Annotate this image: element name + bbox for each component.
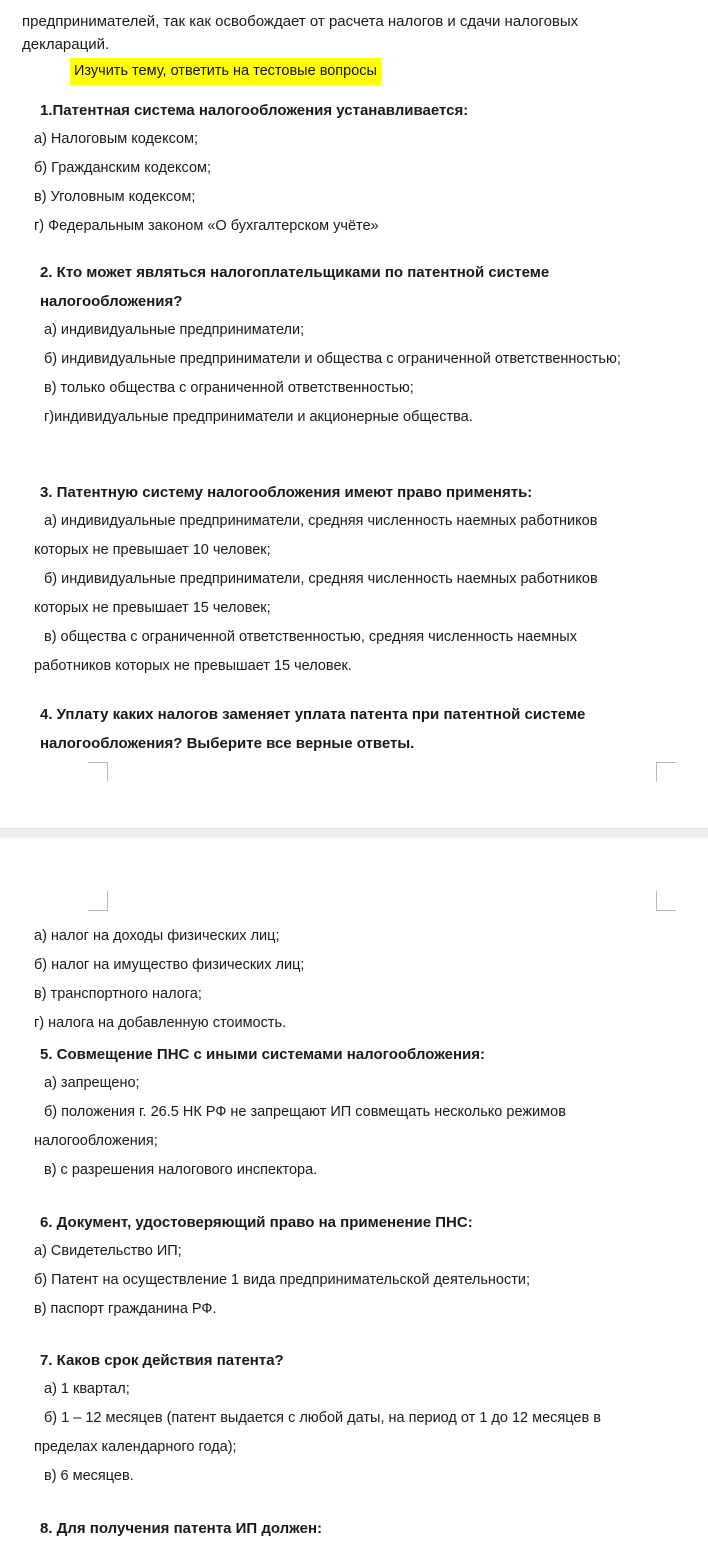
question-2-prompt: 2. Кто может являться налогоплательщиками по патентной системе налогообложения?	[40, 264, 550, 310]
question-7-prompt: 7. Каков срок действия патента?	[40, 1352, 284, 1369]
question-6-answer-a: а) Свидетельство ИП;	[34, 1243, 182, 1259]
question-3-answer-b: б) индивидуальные предприниматели, средняя численность наемных работников которых не превышает 15 человек;	[34, 571, 598, 616]
question-2-answer-c: в) только общества с ограниченной ответственностью;	[44, 380, 414, 396]
page-separator	[0, 828, 708, 838]
question-6-prompt: 6. Документ, удостоверяющий право на применение ПНС:	[40, 1214, 473, 1231]
question-1-answer-b: б) Гражданским кодексом;	[34, 160, 212, 176]
question-1-prompt: 1.Патентная система налогообложения устанавливается:	[40, 102, 469, 119]
question-1-answer-c: в) Уголовным кодексом;	[34, 189, 196, 205]
question-3-answer-c: в) общества с ограниченной ответственностью, средняя численность наемных работников которых не превышает 15 человек.	[34, 629, 577, 674]
question-5	[22, 1040, 682, 1185]
question-7	[22, 1346, 682, 1491]
question-5-answer-c: в) с разрешения налогового инспектора.	[44, 1162, 318, 1178]
question-2-answer-b: б) индивидуальные предприниматели и общества с ограниченной ответственностью;	[44, 351, 621, 367]
crop-mark-bottom-right	[656, 762, 676, 782]
question-3-prompt: 3. Патентную систему налогообложения имеют право применять:	[40, 484, 533, 501]
question-4-answer-c: в) транспортного налога;	[34, 986, 202, 1002]
question-6-answer-c: в) паспорт гражданина РФ.	[34, 1301, 217, 1317]
question-6-answer-b: б) Патент на осуществление 1 вида предпринимательской деятельности;	[34, 1272, 531, 1288]
question-4-answer-d: г) налога на добавленную стоимость.	[34, 1015, 287, 1031]
question-6	[22, 1208, 682, 1324]
question-4-answer-a: а) налог на доходы физических лиц;	[34, 928, 280, 944]
question-1-answer-d: г) Федеральным законом «О бухгалтерском учёте»	[34, 218, 379, 234]
question-5-prompt: 5. Совмещение ПНС с иными системами налогообложения:	[40, 1046, 486, 1063]
question-4-answer-b: б) налог на имущество физических лиц;	[34, 957, 305, 973]
question-7-answer-b: б) 1 – 12 месяцев (патент выдается с любой даты, на период от 1 до 12 месяцев в пределах календарного года);	[34, 1410, 601, 1455]
question-8-prompt: 8. Для получения патента ИП должен:	[40, 1520, 322, 1537]
question-1-answer-a: а) Налоговым кодексом;	[34, 131, 199, 147]
document-page-2	[0, 838, 708, 1536]
question-2	[22, 258, 682, 432]
intro-line-3: деклараций.	[22, 36, 110, 53]
question-5-answer-a: а) запрещено;	[44, 1075, 140, 1091]
question-1	[22, 96, 682, 241]
crop-mark-top-left	[88, 891, 108, 911]
question-3	[22, 478, 682, 681]
question-3-answer-a: а) индивидуальные предприниматели, средняя численность наемных работников которых не превышает 10 человек;	[34, 513, 598, 558]
question-5-answer-b: б) положения г. 26.5 НК РФ не запрещают ИП совмещать несколько режимов налогообложения;	[34, 1104, 566, 1149]
question-2-answer-a: а) индивидуальные предприниматели;	[44, 322, 305, 338]
question-4-prompt: 4. Уплату каких налогов заменяет уплата патента при патентной системе налогообложения? Выберите все верные ответы.	[40, 706, 586, 752]
intro-cut-line	[22, 0, 686, 7]
question-2-answer-d: г)индивидуальные предприниматели и акционерные общества.	[44, 409, 473, 425]
question-4-answers	[22, 922, 682, 1038]
question-4-prompt-block	[22, 700, 682, 758]
question-7-answer-a: а) 1 квартал;	[44, 1381, 130, 1397]
instruction-highlight: Изучить тему, ответить на тестовые вопросы	[70, 58, 381, 85]
intro-line-2: предпринимателей, так как освобождает от расчета налогов и сдачи налоговых	[22, 13, 579, 30]
question-7-answer-c: в) 6 месяцев.	[44, 1468, 134, 1484]
question-8	[22, 1514, 682, 1543]
crop-mark-top-right	[656, 891, 676, 911]
crop-mark-bottom-left	[88, 762, 108, 782]
